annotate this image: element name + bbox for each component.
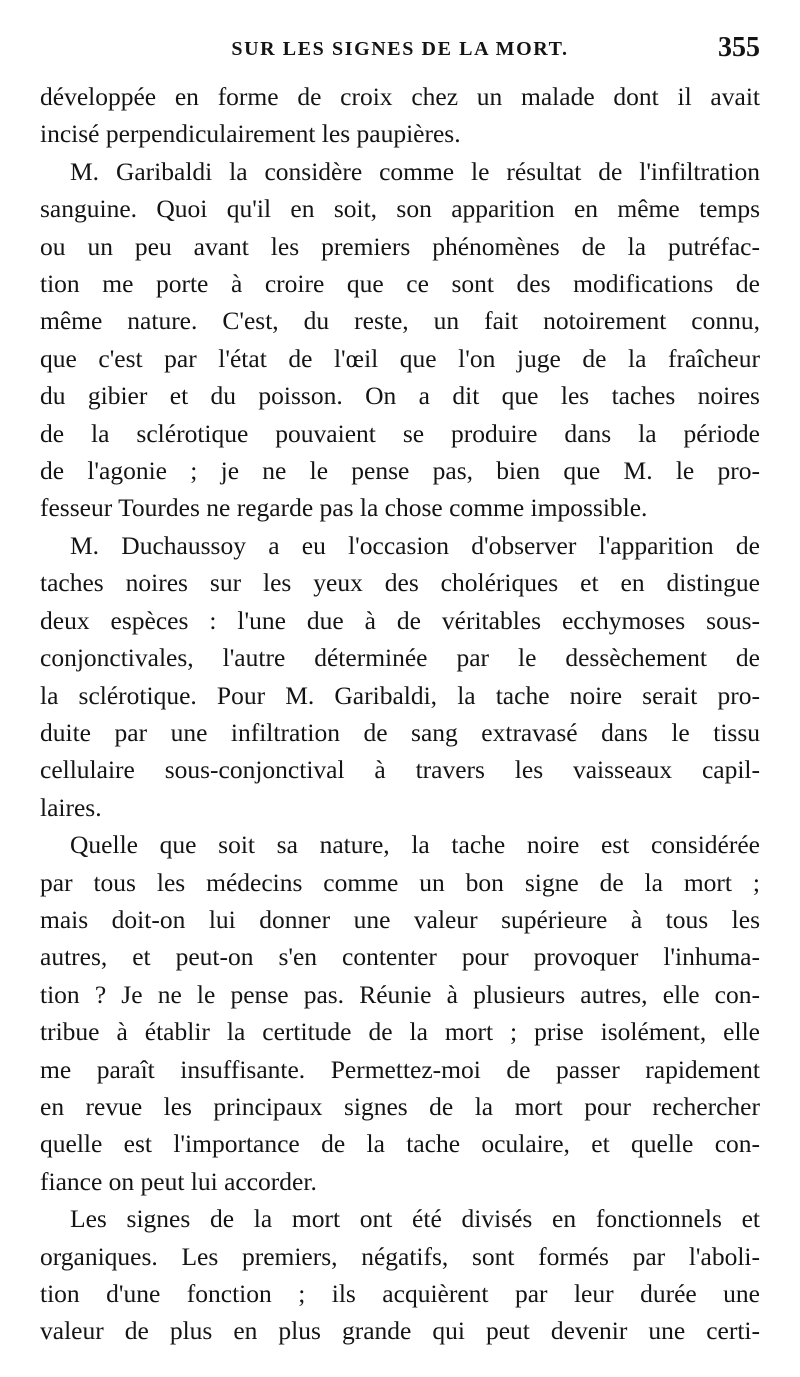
text-line: tion me porte à croire que ce sont des modifications de bbox=[40, 269, 760, 299]
text-line: conjonctivales, l'autre déterminée par le dessèchement de bbox=[40, 643, 760, 673]
text-line: Les signes de la mort ont été divisés en fonctionnels et bbox=[70, 1204, 760, 1234]
text-line: du gibier et du poisson. On a dit que les taches noires bbox=[40, 381, 760, 411]
text-line: taches noires sur les yeux des cholériques et en distingue bbox=[40, 568, 760, 598]
text-line: organiques. Les premiers, négatifs, sont formés par l'aboli- bbox=[40, 1241, 760, 1271]
running-title: SUR LES SIGNES DE LA MORT. bbox=[231, 38, 569, 60]
text-line: tion d'une fonction ; ils acquièrent par leur durée une bbox=[40, 1279, 760, 1308]
text-line: que c'est par l'état de l'œil que l'on juge de la fraîcheur bbox=[40, 343, 760, 373]
paragraph bbox=[40, 1200, 760, 1350]
text-line: quelle est l'importance de la tache oculaire, et quelle con- bbox=[40, 1129, 760, 1159]
text-line: valeur de plus en plus grande qui peut devenir une certi- bbox=[40, 1316, 760, 1346]
text-line: en revue les principaux signes de la mort pour rechercher bbox=[40, 1091, 760, 1121]
text-line: incisé perpendiculairement les paupières. bbox=[40, 119, 461, 149]
text-line: deux espèces : l'une due à de véritables ecchymoses sous- bbox=[40, 605, 760, 635]
paragraph bbox=[40, 826, 760, 1200]
text-line: mais doit-on lui donner une valeur supérieure à tous les bbox=[40, 904, 760, 934]
body-text bbox=[40, 78, 760, 1350]
text-line: me paraît insuffisante. Permettez-moi de passer rapidement bbox=[40, 1054, 760, 1084]
text-line: tribue à établir la certitude de la mort ; prise isolément, elle bbox=[40, 1017, 760, 1047]
text-line: ou un peu avant les premiers phénomènes de la putréfac- bbox=[40, 231, 760, 261]
text-line: par tous les médecins comme un bon signe de la mort ; bbox=[40, 867, 760, 897]
text-line: la sclérotique. Pour M. Garibaldi, la tache noire serait pro- bbox=[40, 680, 760, 710]
text-line: M. Garibaldi la considère comme le résultat de l'infiltration bbox=[70, 156, 760, 186]
paragraph bbox=[40, 78, 760, 153]
text-line: fesseur Tourdes ne regarde pas la chose comme impossible. bbox=[40, 493, 648, 523]
text-line: de l'agonie ; je ne le pense pas, bien que M. le pro- bbox=[40, 456, 760, 486]
paragraph bbox=[40, 153, 760, 527]
text-line: laires. bbox=[40, 792, 102, 822]
text-line: cellulaire sous-conjonctival à travers les vaisseaux capil- bbox=[40, 755, 760, 785]
text-line: de la sclérotique pouvaient se produire dans la période bbox=[40, 418, 760, 448]
text-line: tion ? Je ne le pense pas. Réunie à plusieurs autres, elle con- bbox=[40, 979, 760, 1009]
text-line: fiance on peut lui accorder. bbox=[40, 1166, 317, 1196]
text-line: M. Duchaussoy a eu l'occasion d'observer l'apparition de bbox=[70, 530, 760, 560]
text-line: duite par une infiltration de sang extravasé dans le tissu bbox=[40, 717, 760, 747]
page-header bbox=[40, 32, 760, 72]
text-line: même nature. C'est, du reste, un fait notoirement connu, bbox=[40, 306, 760, 336]
paragraph bbox=[40, 527, 760, 826]
text-line: Quelle que soit sa nature, la tache noire est considérée bbox=[70, 830, 760, 860]
text-line: autres, et peut-on s'en contenter pour provoquer l'inhuma- bbox=[40, 942, 760, 972]
text-line: développée en forme de croix chez un malade dont il avait bbox=[40, 82, 760, 111]
text-line: sanguine. Quoi qu'il en soit, son apparition en même temps bbox=[40, 194, 760, 224]
page-number: 355 bbox=[718, 32, 760, 63]
